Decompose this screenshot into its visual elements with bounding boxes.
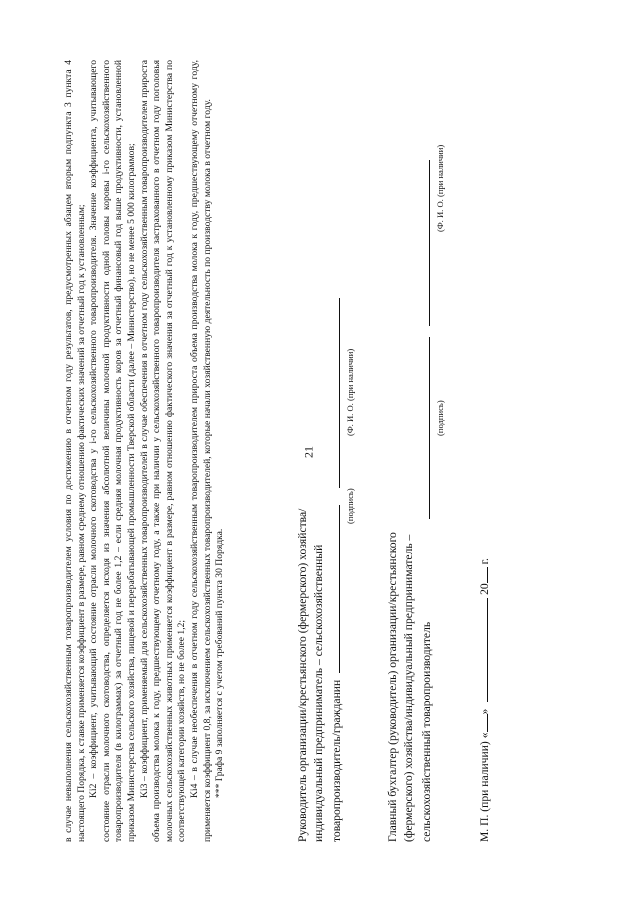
accountant-signature-caption: (подпись) [435,400,445,436]
year-blank [475,567,488,583]
head-signature-caption: (подпись) [345,488,355,524]
date-open-quote: « [478,732,491,739]
accountant-signature-block [385,60,445,842]
page-number: 21 [301,446,316,458]
paragraph: Ki3 – коэффициент, применяемый для сельскохозяйственных товаропроизводителей в случае обеспечения в отчетном году сельскохозяйственным товаропроизводителем прироста объема производства молока к году, предшествующему отчетному году, а также при наличии у сельскохозяйственного товаропроизводителя застрахованного в отчетном году поголовья молочных сельскохозяйственных животных применяется коэффициент в размере, равном отношению фактического значения за отчетный год к установленному приказом Министерства по соответствующей категории хозяйств, но не более 1,2; [138,60,188,842]
head-signature-blank [327,505,340,673]
accountant-title-line: (фермерского) хозяйства/индивидуальный предприниматель – [402,534,415,842]
accountant-title-line [417,60,435,842]
year-suffix: г. [478,558,491,565]
head-signature-block [295,60,355,842]
head-title-line [327,60,345,842]
accountant-title-line: Главный бухгалтер (руководитель) организации/крестьянского [386,532,399,842]
head-title-line: индивидуальный предприниматель – сельскохозяйственный [312,544,325,842]
accountant-signature-blank [417,337,430,519]
month-blank [475,598,488,702]
accountant-name-blank [417,160,430,326]
paragraph: *** Графа 9 заполняется с учетом требований пункта 30 Порядка. [214,528,226,798]
footnote-text [63,60,227,842]
stamp-block [475,60,493,842]
rotated-page [40,22,600,882]
stamp-label: М. П. (при наличии) [478,741,491,842]
date-close-quote: » [478,708,491,715]
head-name-blank [327,298,340,488]
paragraph: Ki4 – в случае необеспечения в отчетном году сельскохозяйственным товаропроизводителем прироста объема производства молока к году, предшествующему отчетному году, применяется коэффициент 0,8, за исключением сельскохозяйственных товаропроизводителей, которые начали хозяйственную деятельность по производству молока в отчетном году. [188,60,213,842]
head-title-line-text: товаропроизводитель/гражданин [330,679,343,842]
stamp-line [475,60,493,842]
day-blank [475,715,488,733]
head-name-caption: (Ф. И. О. (при наличии) [345,348,355,436]
accountant-name-caption: (Ф. И. О. (при наличии) [435,144,445,232]
year-prefix: 20 [478,583,491,595]
paragraph: Ki2 – коэффициент, учитывающий состояние отрасли молочного скотоводства у i-го сельскохозяйственного товаропроизводителя. Значение коэффициента, учитывающего состояние отрасли молочного скотоводства, определяется исходя из значения абсолютной величины молочной продуктивности одной головы коровы i-го сельскохозяйственного товаропроизводителя (в килограммах) за отчетный год не более 1,2 – если средняя молочная продуктивность коров за отчетный финансовый год выше продуктивности, установленной приказом Министерства сельского хозяйства, пищевой и перерабатывающей промышленности Тверской области (далее – Министерство), но не менее 5 000 килограммов; [88,60,137,842]
head-title-line: Руководитель организации/крестьянского (фермерского) хозяйства/ [296,508,309,842]
paragraph: в случае невыполнения сельскохозяйственным товаропроизводителем условия по достижению в отчетном году результатов, предусмотренных абзацем вторым подпункта 3 пункта 4 настоящего Порядка, к ставке применяется коэффициент в размере, равном среднему отношению фактических значений за отчетный год к установленным; [63,60,87,842]
accountant-title-line-text: сельскохозяйственный товаропроизводитель [420,621,433,842]
